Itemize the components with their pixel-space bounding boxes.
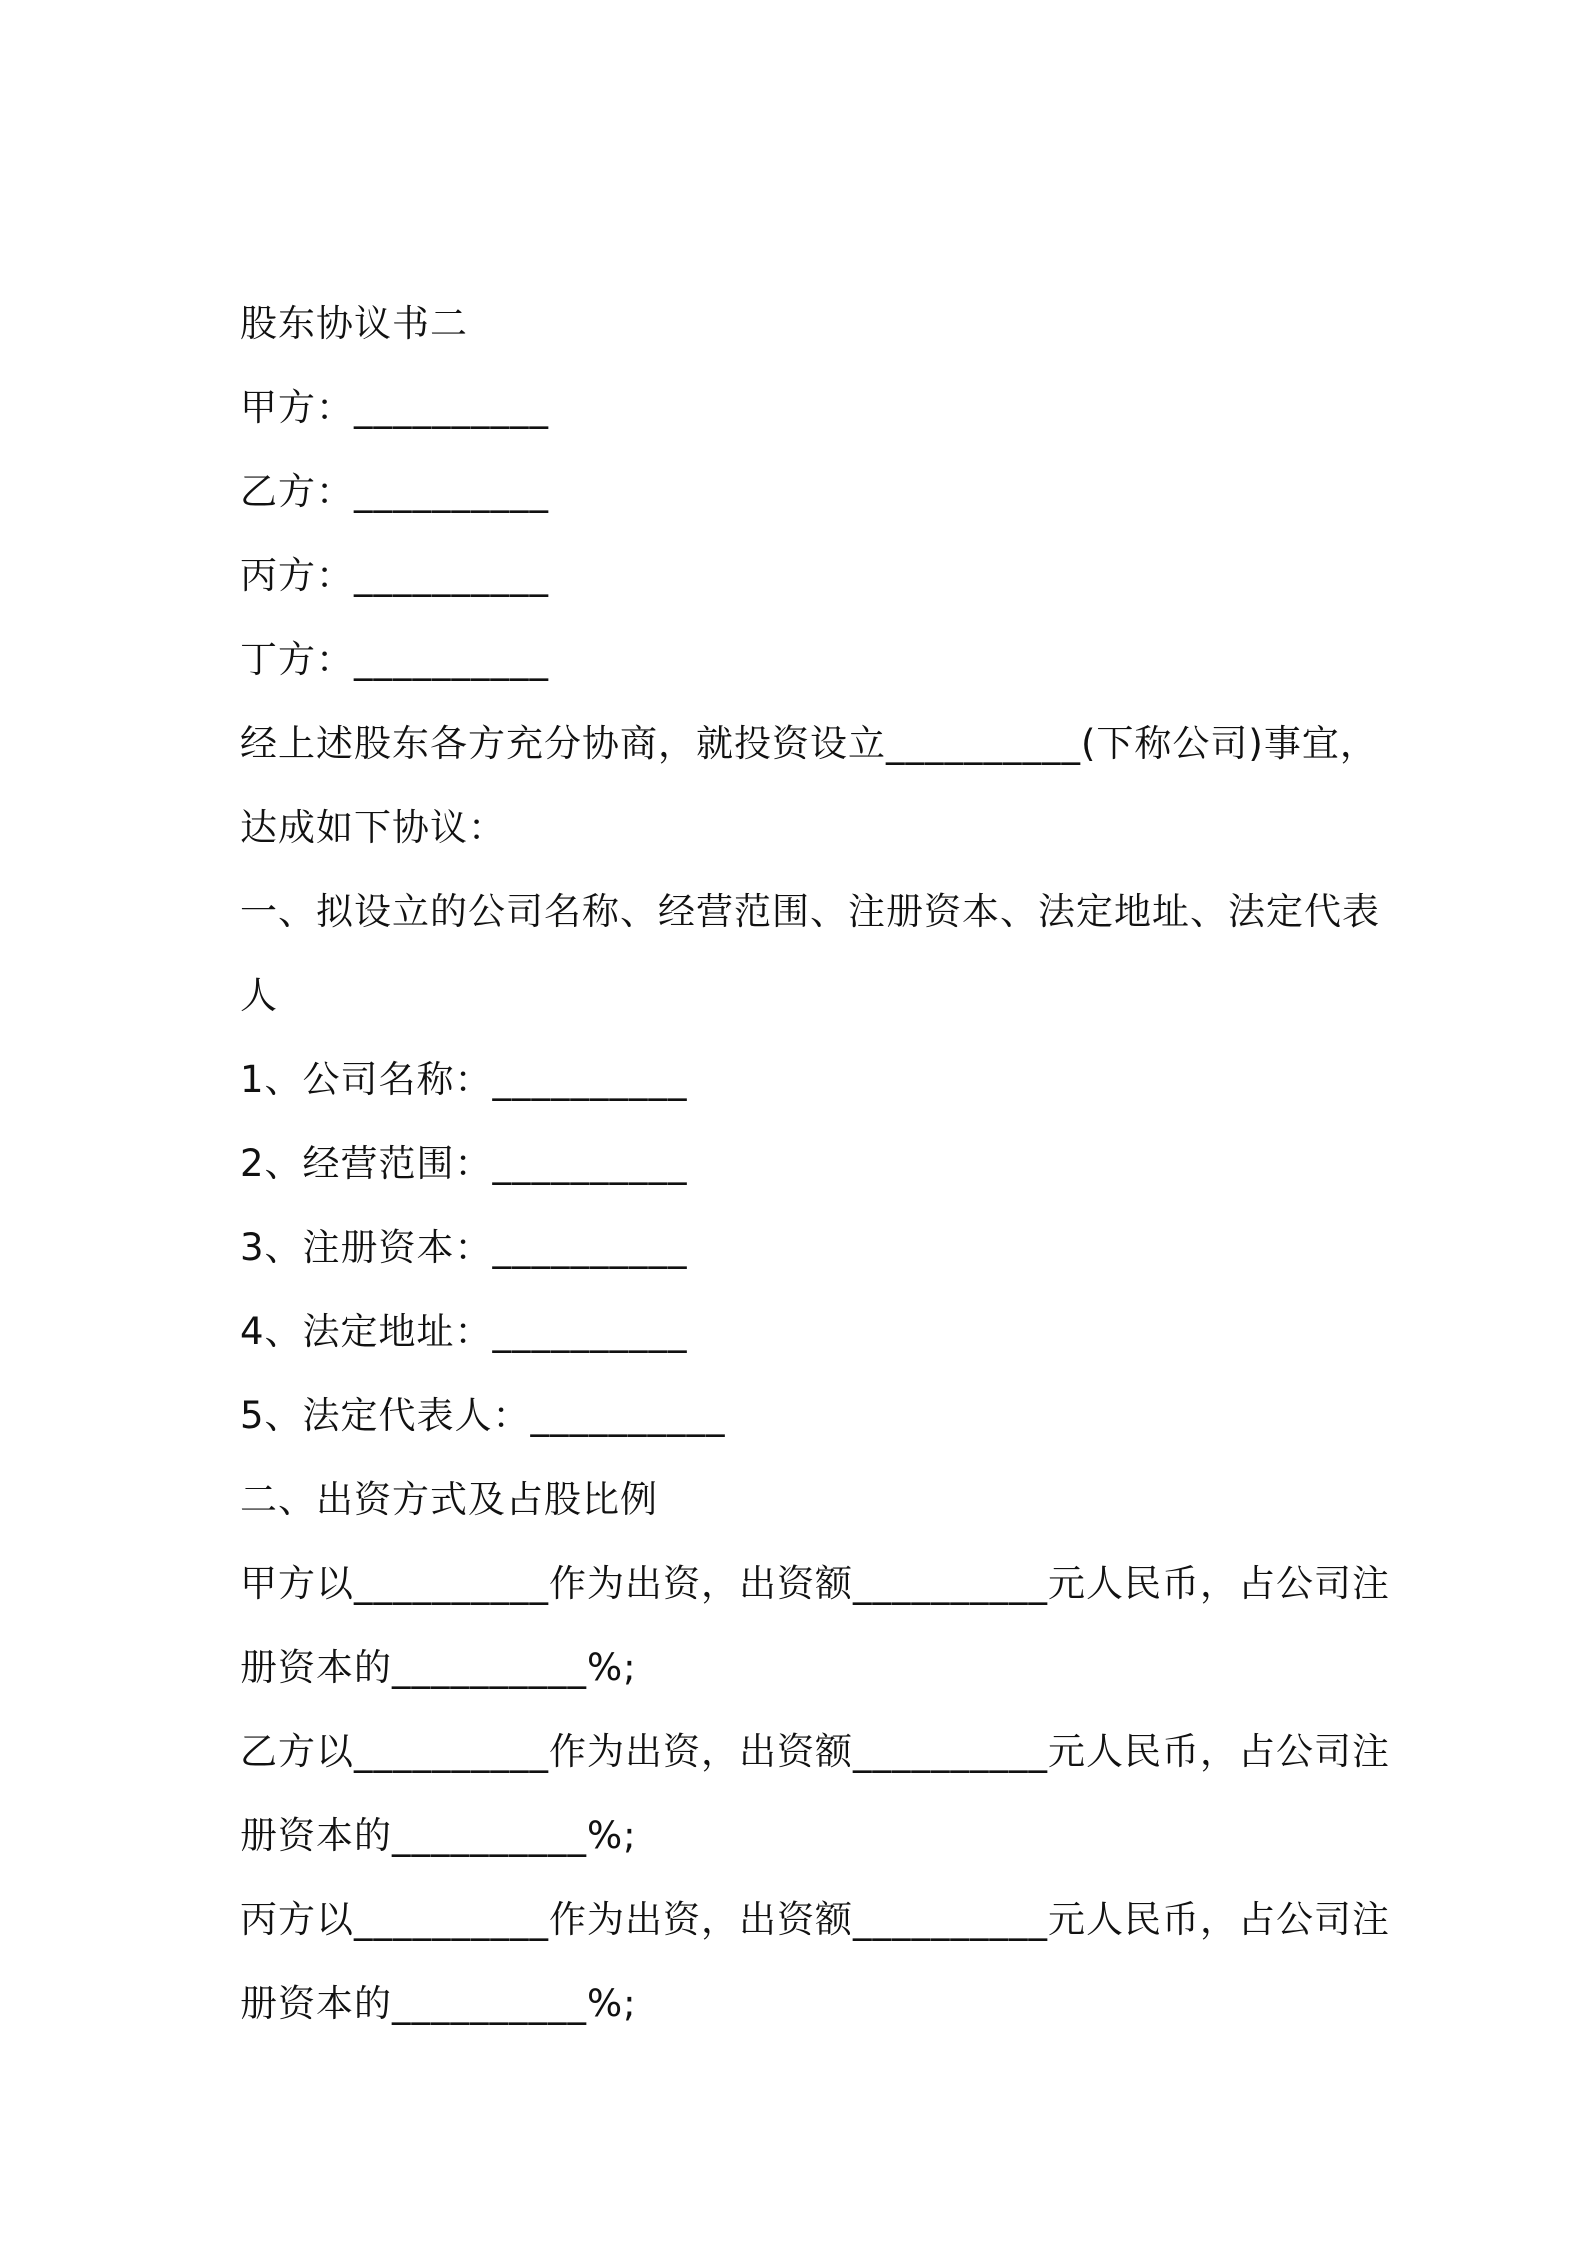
item-legal-address: 4、法定地址：__________ (240, 1310, 688, 1353)
document-title: 股东协议书二 (240, 302, 468, 345)
party-c-line: 丙方：__________ (240, 554, 549, 597)
party-b-contribution-line-2: 册资本的__________%; (240, 1814, 637, 1857)
preamble-line-2: 达成如下协议： (240, 806, 506, 849)
section-1-heading: 一、拟设立的公司名称、经营范围、注册资本、法定地址、法定代表 (240, 890, 1380, 933)
item-legal-representative: 5、法定代表人：__________ (240, 1394, 726, 1437)
section-2-heading: 二、出资方式及占股比例 (240, 1478, 658, 1521)
party-d-line: 丁方：__________ (240, 638, 549, 681)
party-b-line: 乙方：__________ (240, 470, 549, 513)
item-business-scope: 2、经营范围：__________ (240, 1142, 688, 1185)
document-page (240, 282, 1390, 2046)
section-1-heading-cont: 人 (240, 974, 278, 1017)
party-a-contribution-line-2: 册资本的__________%; (240, 1646, 637, 1689)
party-a-line: 甲方：__________ (240, 386, 549, 429)
preamble-line-1: 经上述股东各方充分协商，就投资设立__________(下称公司)事宜， (240, 722, 1378, 765)
party-c-contribution-line-2: 册资本的__________%; (240, 1982, 637, 2025)
party-b-contribution-line-1: 乙方以__________作为出资，出资额__________元人民币，占公司注 (240, 1730, 1390, 1773)
item-company-name: 1、公司名称：__________ (240, 1058, 688, 1101)
party-a-contribution-line-1: 甲方以__________作为出资，出资额__________元人民币，占公司注 (240, 1562, 1390, 1605)
party-c-contribution-line-1: 丙方以__________作为出资，出资额__________元人民币，占公司注 (240, 1898, 1390, 1941)
item-registered-capital: 3、注册资本：__________ (240, 1226, 688, 1269)
